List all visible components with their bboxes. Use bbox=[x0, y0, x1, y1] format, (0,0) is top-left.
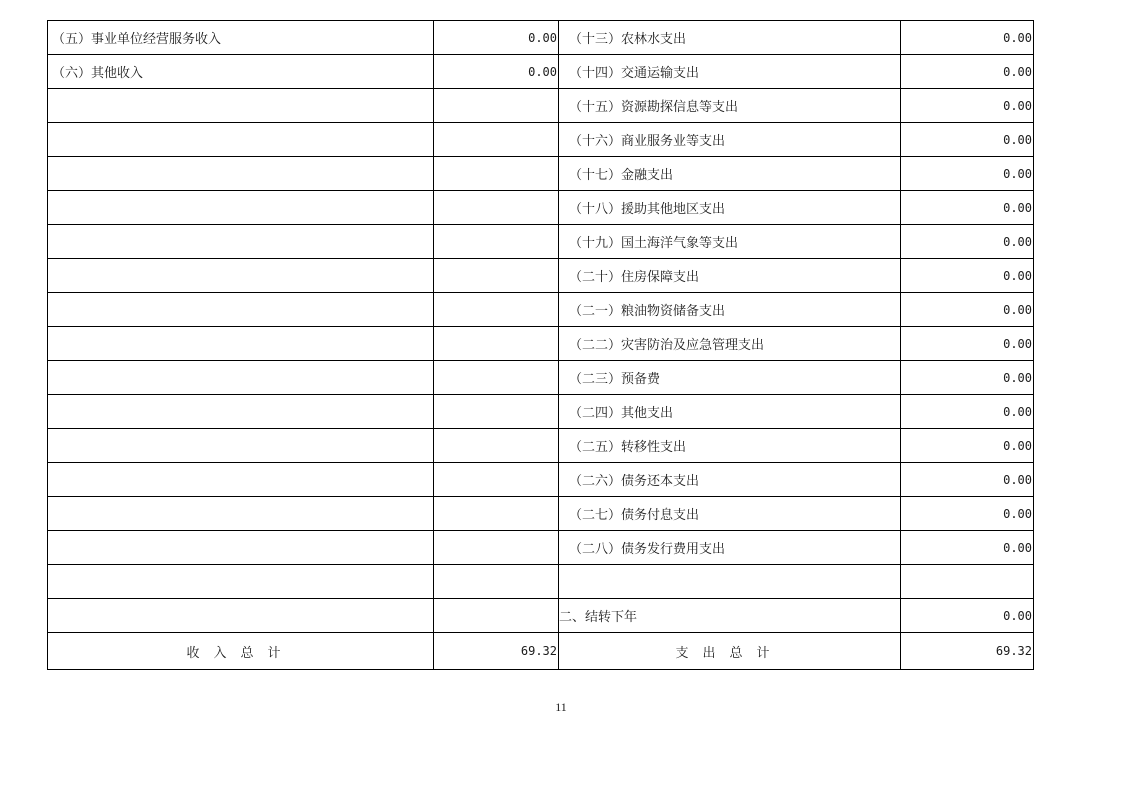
income-item-label bbox=[48, 497, 434, 531]
income-item-amount bbox=[434, 429, 559, 463]
table-row bbox=[48, 361, 1034, 395]
expense-item-label: （十八）援助其他地区支出 bbox=[559, 191, 901, 225]
table-row bbox=[48, 293, 1034, 327]
income-item-amount bbox=[434, 565, 559, 599]
table-row bbox=[48, 123, 1034, 157]
expense-item-amount: 0.00 bbox=[901, 225, 1034, 259]
expense-item-amount: 0.00 bbox=[901, 395, 1034, 429]
income-item-label bbox=[48, 361, 434, 395]
expense-item-amount: 0.00 bbox=[901, 497, 1034, 531]
income-item-amount bbox=[434, 157, 559, 191]
income-total-label: 收入总计 bbox=[48, 633, 434, 670]
table-row bbox=[48, 497, 1034, 531]
income-item-label bbox=[48, 293, 434, 327]
expense-item-label: （二七）债务付息支出 bbox=[559, 497, 901, 531]
income-item-amount: 0.00 bbox=[434, 55, 559, 89]
income-item-amount bbox=[434, 225, 559, 259]
expense-item-amount: 0.00 bbox=[901, 361, 1034, 395]
income-item-label bbox=[48, 429, 434, 463]
expense-item-label: （十四）交通运输支出 bbox=[559, 55, 901, 89]
expense-item-label: （二五）转移性支出 bbox=[559, 429, 901, 463]
expense-item-label: （十九）国土海洋气象等支出 bbox=[559, 225, 901, 259]
expense-item-amount: 0.00 bbox=[901, 599, 1034, 633]
income-total-amount: 69.32 bbox=[434, 633, 559, 670]
income-item-label bbox=[48, 531, 434, 565]
expense-total-label: 支出总计 bbox=[559, 633, 901, 670]
expense-item-label: （二二）灾害防治及应急管理支出 bbox=[559, 327, 901, 361]
table-row bbox=[48, 191, 1034, 225]
page-number: 11 bbox=[555, 700, 567, 714]
income-item-label bbox=[48, 191, 434, 225]
expense-item-amount: 0.00 bbox=[901, 293, 1034, 327]
table-row bbox=[48, 157, 1034, 191]
table-row bbox=[48, 531, 1034, 565]
expense-item-amount: 0.00 bbox=[901, 531, 1034, 565]
expense-item-label: （二十）住房保障支出 bbox=[559, 259, 901, 293]
expense-item-label: （二八）债务发行费用支出 bbox=[559, 531, 901, 565]
income-item-label bbox=[48, 327, 434, 361]
income-item-amount bbox=[434, 531, 559, 565]
income-item-label bbox=[48, 395, 434, 429]
expense-item-amount: 0.00 bbox=[901, 157, 1034, 191]
income-item-label: （六）其他收入 bbox=[48, 55, 434, 89]
table-row bbox=[48, 395, 1034, 429]
income-item-amount bbox=[434, 293, 559, 327]
income-item-amount: 0.00 bbox=[434, 21, 559, 55]
expense-item-label: （十五）资源勘探信息等支出 bbox=[559, 89, 901, 123]
expense-item-amount: 0.00 bbox=[901, 89, 1034, 123]
table-row bbox=[48, 429, 1034, 463]
table-row bbox=[48, 599, 1034, 633]
expense-item-amount: 0.00 bbox=[901, 429, 1034, 463]
table-row bbox=[48, 21, 1034, 55]
income-item-label bbox=[48, 157, 434, 191]
expense-item-amount: 0.00 bbox=[901, 327, 1034, 361]
income-item-label bbox=[48, 123, 434, 157]
income-item-amount bbox=[434, 361, 559, 395]
table-row bbox=[48, 463, 1034, 497]
totals-row bbox=[48, 633, 1034, 670]
income-item-amount bbox=[434, 259, 559, 293]
income-item-amount bbox=[434, 599, 559, 633]
income-item-label bbox=[48, 89, 434, 123]
table-row bbox=[48, 565, 1034, 599]
table-row bbox=[48, 89, 1034, 123]
expense-item-label: （十七）金融支出 bbox=[559, 157, 901, 191]
expense-item-amount: 0.00 bbox=[901, 123, 1034, 157]
expense-item-amount: 0.00 bbox=[901, 463, 1034, 497]
expense-item-label: （二一）粮油物资储备支出 bbox=[559, 293, 901, 327]
expense-item-label bbox=[559, 565, 901, 599]
table-row bbox=[48, 327, 1034, 361]
income-item-label bbox=[48, 225, 434, 259]
income-item-amount bbox=[434, 497, 559, 531]
expense-item-label: （十六）商业服务业等支出 bbox=[559, 123, 901, 157]
income-item-label bbox=[48, 599, 434, 633]
income-item-amount bbox=[434, 327, 559, 361]
income-item-label: （五）事业单位经营服务收入 bbox=[48, 21, 434, 55]
table-row bbox=[48, 225, 1034, 259]
table-body bbox=[48, 21, 1034, 670]
table-row bbox=[48, 55, 1034, 89]
expense-item-label: 二、结转下年 bbox=[559, 599, 901, 633]
budget-table bbox=[47, 20, 1034, 670]
expense-item-amount: 0.00 bbox=[901, 191, 1034, 225]
income-item-amount bbox=[434, 395, 559, 429]
expense-item-label: （二六）债务还本支出 bbox=[559, 463, 901, 497]
expense-item-amount: 0.00 bbox=[901, 55, 1034, 89]
expense-item-label: （二三）预备费 bbox=[559, 361, 901, 395]
income-item-amount bbox=[434, 89, 559, 123]
income-item-label bbox=[48, 259, 434, 293]
expense-total-amount: 69.32 bbox=[901, 633, 1034, 670]
income-item-label bbox=[48, 565, 434, 599]
expense-item-label: （十三）农林水支出 bbox=[559, 21, 901, 55]
income-item-amount bbox=[434, 191, 559, 225]
expense-item-label: （二四）其他支出 bbox=[559, 395, 901, 429]
expense-item-amount bbox=[901, 565, 1034, 599]
income-item-amount bbox=[434, 123, 559, 157]
income-item-label bbox=[48, 463, 434, 497]
expense-item-amount: 0.00 bbox=[901, 259, 1034, 293]
income-item-amount bbox=[434, 463, 559, 497]
expense-item-amount: 0.00 bbox=[901, 21, 1034, 55]
table-row bbox=[48, 259, 1034, 293]
